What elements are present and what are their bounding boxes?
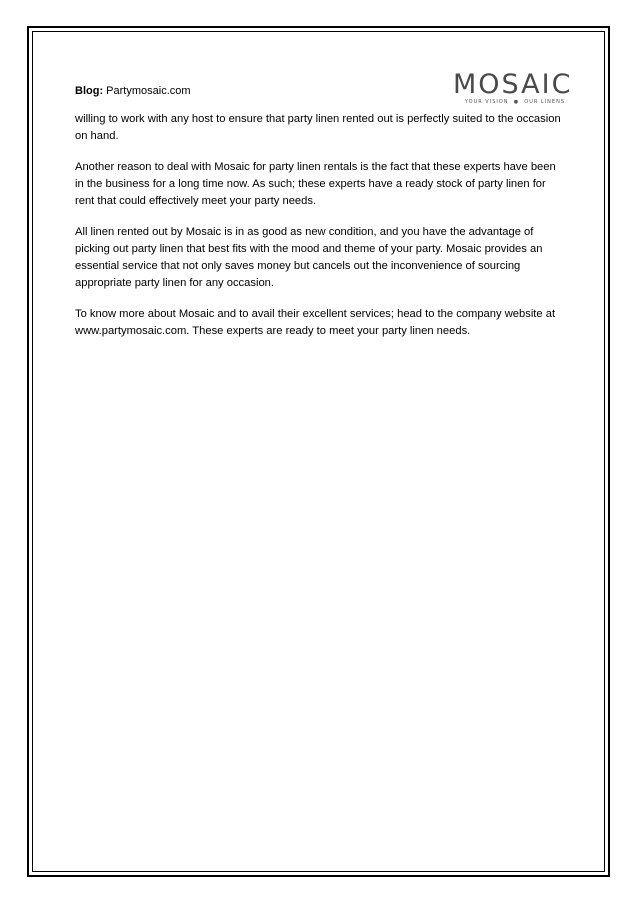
mosaic-logo bbox=[453, 69, 573, 108]
logo-tagline-left: YOUR VISION bbox=[464, 99, 509, 105]
logo-tagline bbox=[453, 99, 565, 106]
paragraph: Another reason to deal with Mosaic for party linen rentals is the fact that these experts have been in the business for a long time now. As such; these experts have a ready stock of party linen for rent that could effectively meet your party needs. bbox=[75, 161, 556, 207]
blog-label: Blog: bbox=[75, 85, 104, 97]
blog-header bbox=[75, 84, 191, 98]
article-body bbox=[75, 111, 565, 354]
blog-site: Partymosaic.com bbox=[106, 85, 191, 97]
logo-dot-icon: ● bbox=[511, 99, 522, 105]
paragraph: To know more about Mosaic and to avail their excellent services; head to the company website at www.partymosaic.com. These experts are ready to meet your party linen needs. bbox=[75, 308, 556, 337]
logo-wordmark: MOSAIC bbox=[453, 69, 573, 100]
logo-tagline-right: OUR LINENS bbox=[524, 99, 565, 105]
paragraph: willing to work with any host to ensure that party linen rented out is perfectly suited to the occasion on hand. bbox=[75, 113, 561, 142]
paragraph: All linen rented out by Mosaic is in as good as new condition, and you have the advantage of picking out party linen that best fits with the mood and theme of your party. Mosaic provides an essential service that not only saves money but cancels out the inconvenience of sourcing appropriate party linen for any occasion. bbox=[75, 226, 543, 289]
